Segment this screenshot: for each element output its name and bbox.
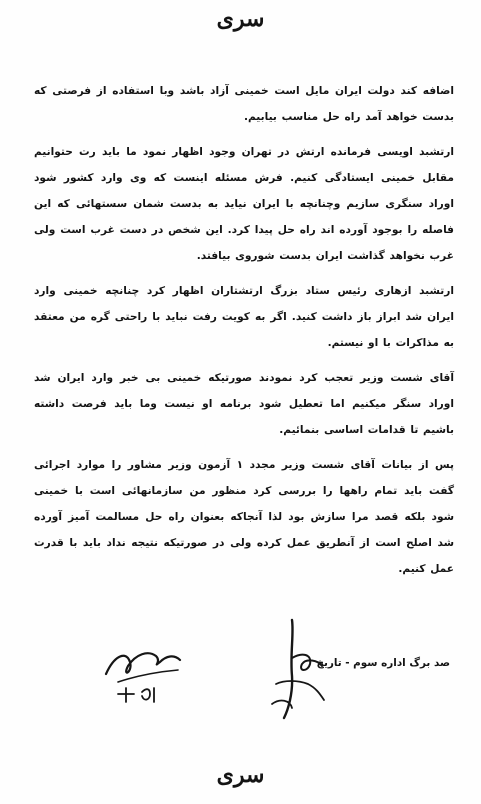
paragraph-2: ارتشبد اویسی فرمانده ارتش در تهران وجود اظهار نمود ما باید رت حتوانیم مقابل خمینی ایستادگی کنیم. فرش مسئله اینست که وی وارد کشور شود اوراد سنگری سازیم وچنانچه با ایران نیاید به بدست شمان سستهائی که این فاصله را بوجود آورده اند راه حل پیدا کرد. این شخص در دست غرب است ولی غرب نخواهد گذاشت ایران بدست شوروی بیافتد. <box>34 146 454 262</box>
paragraph-5: پس از بیانات آقای شست وزیر مجدد ۱ آزمون وزیر مشاور را موارد اجرائی گفت باید تمام راهها را بررسی کرد منظور من سازمانهائی است با خمینی شود بلکه قصد مرا سازش بود لذا آنجاکه بعنوان راه حل مسالمت آمیز آورده شد اصلح است از آنطریق عمل کرده ولی در صورتیکه نتیجه نداد باید با قدرت عمل کنیم. <box>34 459 454 575</box>
paragraph-3: ارتشبد ازهاری رئیس ستاد بزرگ ارتشتاران اظهار کرد چنانچه خمینی وارد ایران شد ابراز باز داشت کنید. اگر به کویت رفت نباید با راحتی گره من معتقد به مذاکرات با او نیستم. <box>34 285 454 349</box>
classification-footer: سری <box>216 762 265 788</box>
document-body <box>34 78 454 591</box>
paragraph-4: آقای شست وزیر تعجب کرد نمودند صورتیکه خمینی بی خبر وارد ایران شد اوراد سنگر میکنیم اما تعطیل شود برنامه او نیست وما باید فرصت داشته باشیم تا قدامات اساسی بنمائیم. <box>34 372 454 436</box>
paragraph-1: اضافه کند دولت ایران مایل است خمینی آزاد باشد وبا استفاده از فرصتی که بدست خواهد آمد راه حل مناسب بیابیم. <box>34 85 454 123</box>
handwritten-signature-left <box>96 636 192 706</box>
handwritten-signature-right <box>262 614 332 724</box>
attestation-line: صد برگ اداره سوم - تاریخ <box>316 657 450 669</box>
classification-header: سری <box>216 6 265 32</box>
